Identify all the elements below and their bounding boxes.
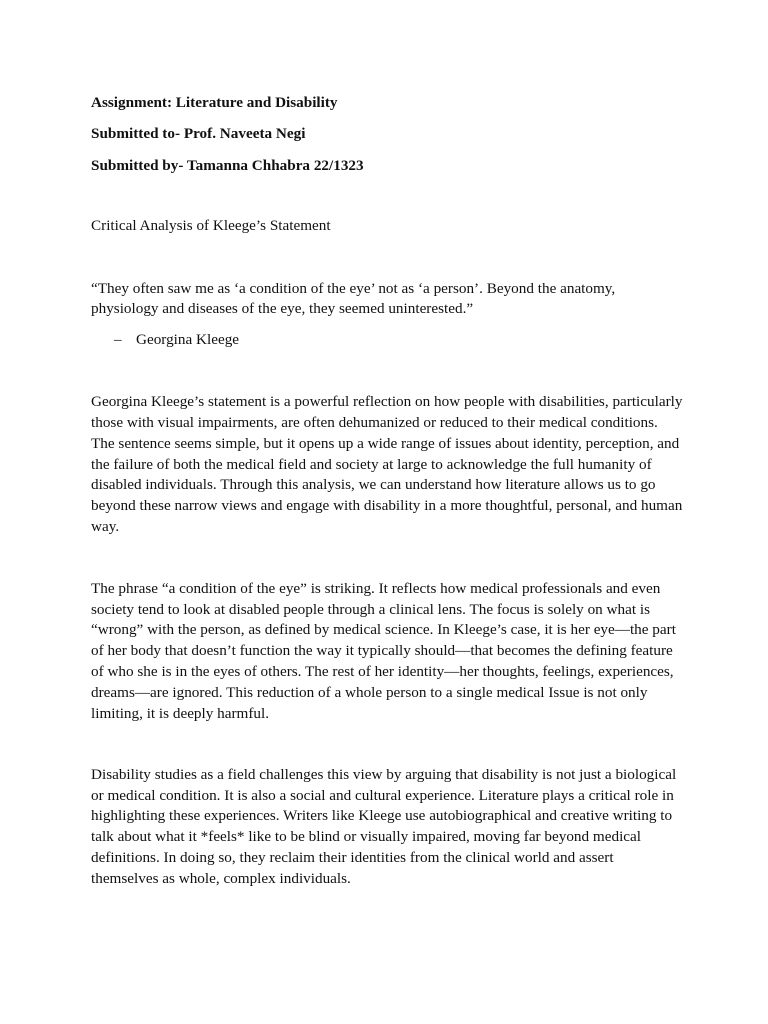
paragraph-line: highlighting these experiences. Writers like Kleege use autobiographical and creative writing to — [91, 807, 673, 824]
assignment-heading: Assignment: Literature and Disability — [91, 94, 338, 111]
paragraph-line: of her body that doesn’t function the way it typically should—that becomes the defining feature — [91, 642, 673, 659]
paragraph-line: beyond these narrow views and engage with disability in a more thoughtful, personal, and human — [91, 497, 683, 514]
quote-attribution — [114, 331, 239, 349]
paragraph-line: society tend to look at disabled people through a clinical lens. The focus is solely on what is — [91, 601, 651, 618]
paragraph-line: of who she is in the eyes of others. The rest of her identity—her thoughts, feelings, experiences, — [91, 663, 674, 680]
submitted-by-heading: Submitted by- Tamanna Chhabra 22/1323 — [91, 157, 364, 174]
paragraph-line: themselves as whole, complex individuals. — [91, 870, 351, 887]
attribution-dash: – — [114, 331, 122, 348]
quote-line: physiology and diseases of the eye, they seemed uninterested.” — [91, 300, 474, 317]
paragraph-line: or medical condition. It is also a social and cultural experience. Literature plays a critical role in — [91, 787, 674, 804]
paragraph-line: the failure of both the medical field and society at large to acknowledge the full humanity of — [91, 456, 652, 473]
paragraph-line: way. — [91, 518, 120, 535]
paragraph-line: The phrase “a condition of the eye” is striking. It reflects how medical professionals and even — [91, 580, 661, 597]
paragraph-line: those with visual impairments, are often dehumanized or reduced to their medical conditions. — [91, 414, 658, 431]
paragraph-line: definitions. In doing so, they reclaim their identities from the clinical world and assert — [91, 849, 614, 866]
paragraph-line: talk about what it *feels* like to be blind or visually impaired, moving far beyond medical — [91, 828, 641, 845]
attribution-name: Georgina Kleege — [136, 331, 240, 348]
quote-line: “They often saw me as ‘a condition of the eye’ not as ‘a person’. Beyond the anatomy, — [91, 280, 616, 297]
document-title: Critical Analysis of Kleege’s Statement — [91, 217, 331, 234]
paragraph-line: “wrong” with the person, as defined by medical science. In Kleege’s case, it is her eye—the part — [91, 621, 676, 638]
paragraph-line: The sentence seems simple, but it opens up a wide range of issues about identity, perception, and — [91, 435, 680, 452]
paragraph-line: dreams—are ignored. This reduction of a whole person to a single medical Issue is not only — [91, 684, 648, 701]
paragraph-line: Georgina Kleege’s statement is a powerful reflection on how people with disabilities, particularly — [91, 393, 683, 410]
submitted-to-heading: Submitted to- Prof. Naveeta Negi — [91, 125, 306, 142]
paragraph-line: disabled individuals. Through this analysis, we can understand how literature allows us to go — [91, 476, 656, 493]
paragraph-line: limiting, it is deeply harmful. — [91, 705, 270, 722]
paragraph-line: Disability studies as a field challenges this view by arguing that disability is not just a biological — [91, 766, 677, 783]
